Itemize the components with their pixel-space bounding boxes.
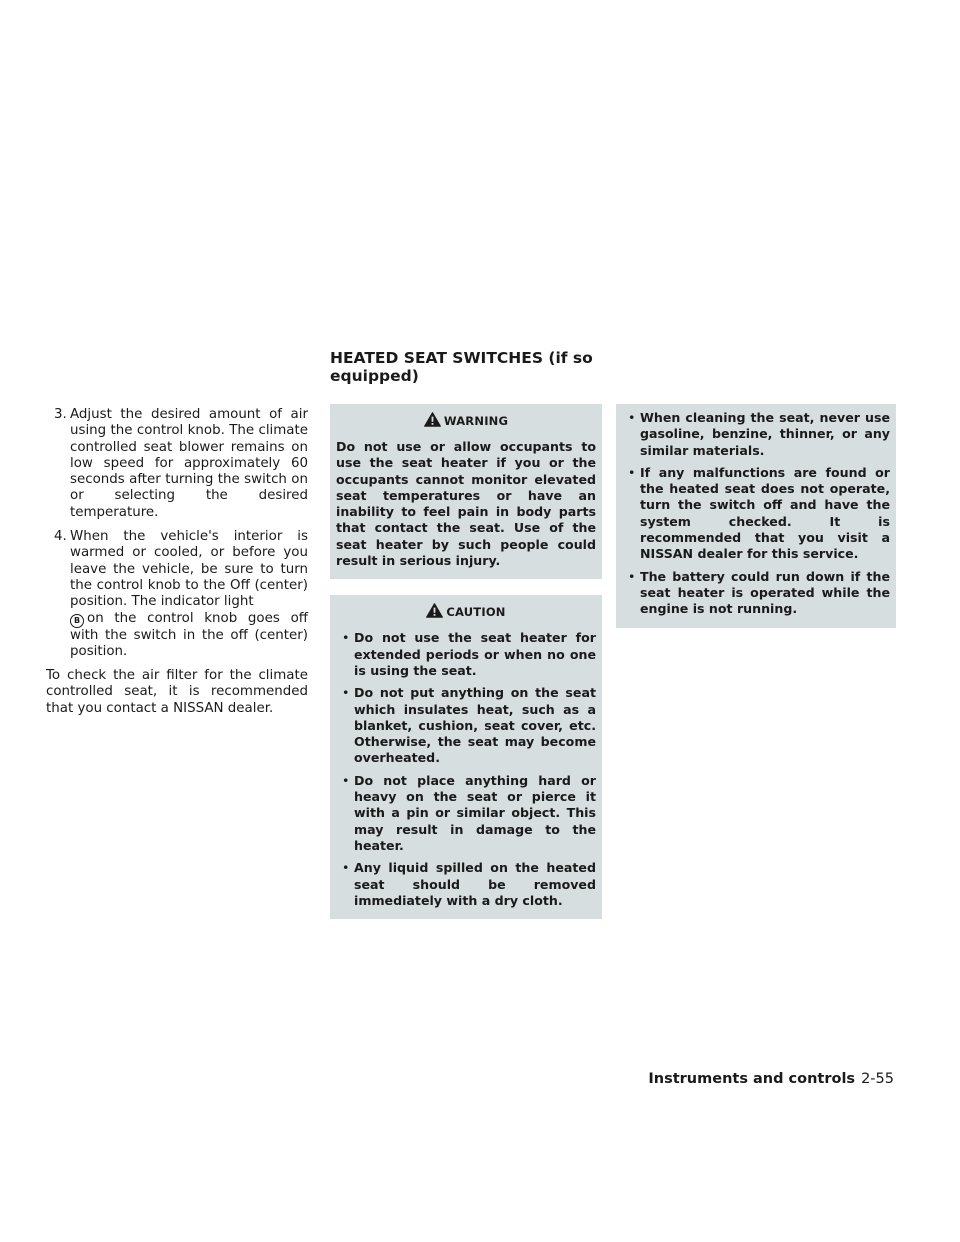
warning-box: [330, 404, 602, 579]
left-column: [46, 407, 308, 717]
warning-heading: [336, 412, 596, 429]
caution-item: • Do not place anything hard or heavy on the seat or pierce it with a pin or similar object. This may result in damage to the heater.: [342, 772, 596, 853]
chapter-title: Instruments and controls: [648, 1071, 856, 1087]
middle-column: [330, 404, 602, 935]
step-4: [46, 529, 308, 660]
step-number: 3.: [54, 407, 67, 422]
caution-item: • Any liquid spilled on the heated seat should be removed immediately with a dry cloth.: [342, 860, 596, 908]
warning-triangle-icon: [426, 603, 443, 618]
caution-heading: [336, 603, 596, 620]
caution-title: CAUTION: [446, 605, 506, 620]
caution-item: • If any malfunctions are found or the heated seat does not operate, turn the switch off and have the system checked. It is recommended that you visit a NISSAN dealer for this service.: [628, 464, 890, 562]
air-filter-paragraph: To check the air filter for the climate controlled seat, it is recommended that you contact a NISSAN dealer.: [46, 668, 308, 716]
step-text-continued: on the control knob goes off with the switch in the off (center) position.: [70, 610, 308, 659]
warning-triangle-icon: [424, 412, 441, 427]
warning-text: Do not use or allow occupants to use the seat heater if you or the occupants cannot monitor elevated seat temperatures or have an inability to feel pain in body parts that contact the seat. Use of the seat heater by such people could result in serious injury.: [336, 439, 596, 569]
right-column: [616, 404, 896, 644]
page-footer: [648, 1070, 894, 1088]
section-title: HEATED SEAT SWITCHES (if so equipped): [330, 349, 593, 385]
caution-item: • Do not use the seat heater for extended periods or when no one is using the seat.: [342, 630, 596, 678]
step-3: [46, 407, 308, 521]
caution-item: • The battery could run down if the seat heater is operated while the engine is not running.: [628, 568, 890, 617]
caution-item: • Do not put anything on the seat which insulates heat, such as a blanket, cushion, seat cover, etc. Otherwise, the seat may become overheated.: [342, 685, 596, 766]
caution-box: [330, 595, 602, 919]
page-number: 2-55: [861, 1071, 894, 1087]
indicator-light-icon: B: [70, 614, 84, 628]
step-text: Adjust the desired amount of air using the control knob. The climate controlled seat blower remains on low speed for approximately 60 seconds after turning the switch on or selecting the desired temperature.: [70, 407, 308, 520]
step-number: 4.: [54, 529, 67, 545]
caution-continued-box: [616, 404, 896, 628]
warning-title: WARNING: [443, 414, 509, 428]
step-text: When the vehicle's interior is warmed or cooled, or before you leave the vehicle, be sure to turn the control knob to the Off (center) position. The indicator light: [70, 529, 308, 610]
caution-item: • When cleaning the seat, never use gasoline, benzine, thinner, or any similar materials.: [628, 410, 890, 458]
